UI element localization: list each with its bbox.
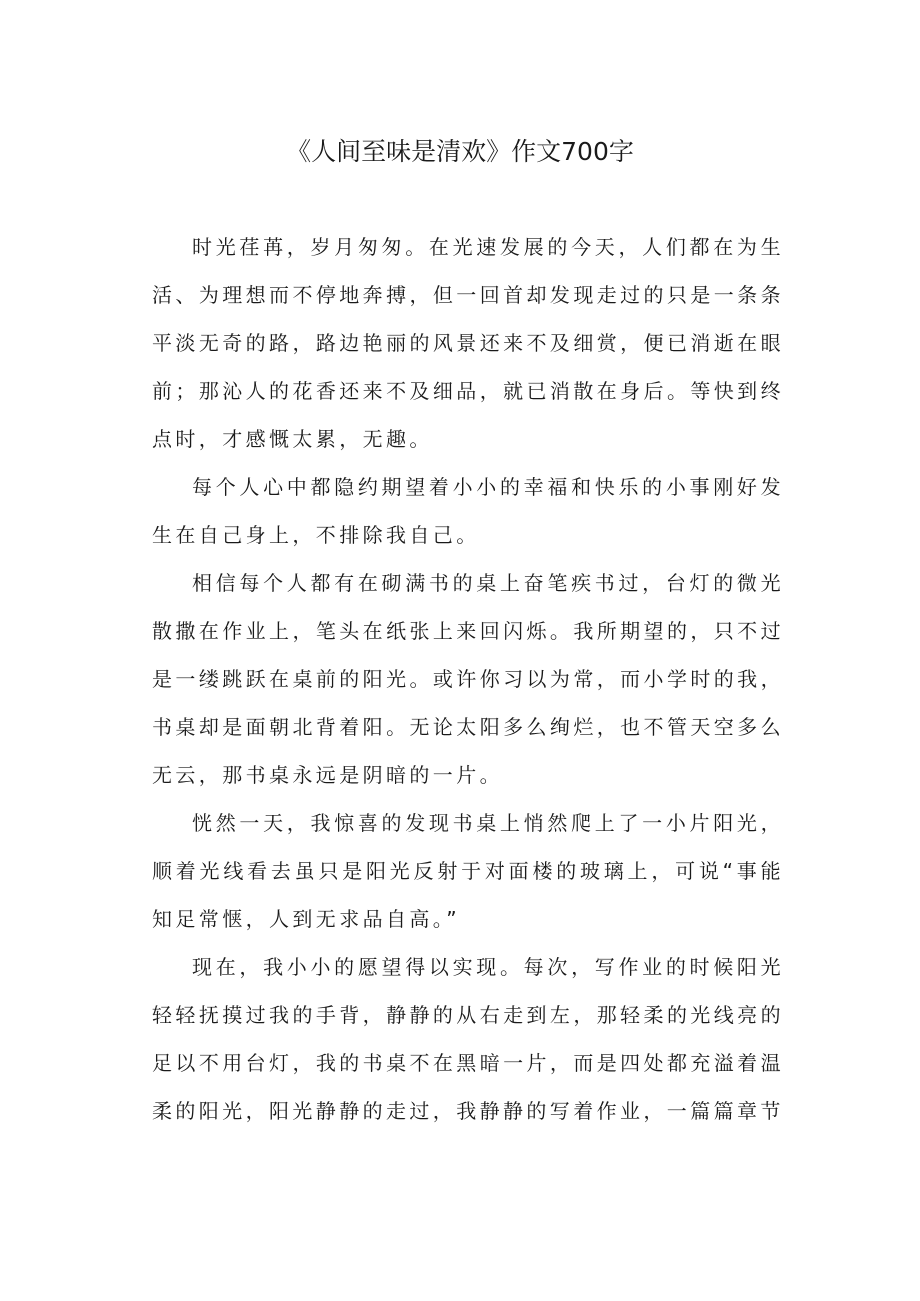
document-title: 《人间至味是清欢》作文700字 — [286, 137, 634, 166]
paragraph: 恍然一天，我惊喜的发现书桌上悄然爬上了一小片阳光，顺着光线看去虽只是阳光反射于对面楼的玻璃上，可说“事能知足常惬，人到无求品自高。” — [152, 811, 784, 931]
paragraph: 现在，我小小的愿望得以实现。每次，写作业的时候阳光轻轻抚摸过我的手背，静静的从右走到左，那轻柔的光线亮的足以不用台灯，我的书桌不在黑暗一片，而是四处都充溢着温柔的阳光，阳光静静的走过，我静静的写着作业，一篇篇章节 — [152, 955, 784, 1123]
paragraph: 时光荏苒，岁月匆匆。在光速发展的今天，人们都在为生活、为理想而不停地奔搏，但一回首却发现走过的只是一条条平淡无奇的路，路边艳丽的风景还来不及细赏，便已消逝在眼前；那沁人的花香还来不及细品，就已消散在身后。等快到终点时，才感慨太累，无趣。 — [152, 235, 784, 451]
paragraph: 每个人心中都隐约期望着小小的幸福和快乐的小事刚好发生在自己身上，不排除我自己。 — [152, 475, 784, 547]
document-body — [152, 223, 784, 1135]
paragraph: 相信每个人都有在砌满书的桌上奋笔疾书过，台灯的微光散撒在作业上，笔头在纸张上来回闪烁。我所期望的，只不过是一缕跳跃在桌前的阳光。或许你习以为常，而小学时的我，书桌却是面朝北背着阳。无论太阳多么绚烂，也不管天空多么无云，那书桌永远是阴暗的一片。 — [152, 571, 784, 787]
